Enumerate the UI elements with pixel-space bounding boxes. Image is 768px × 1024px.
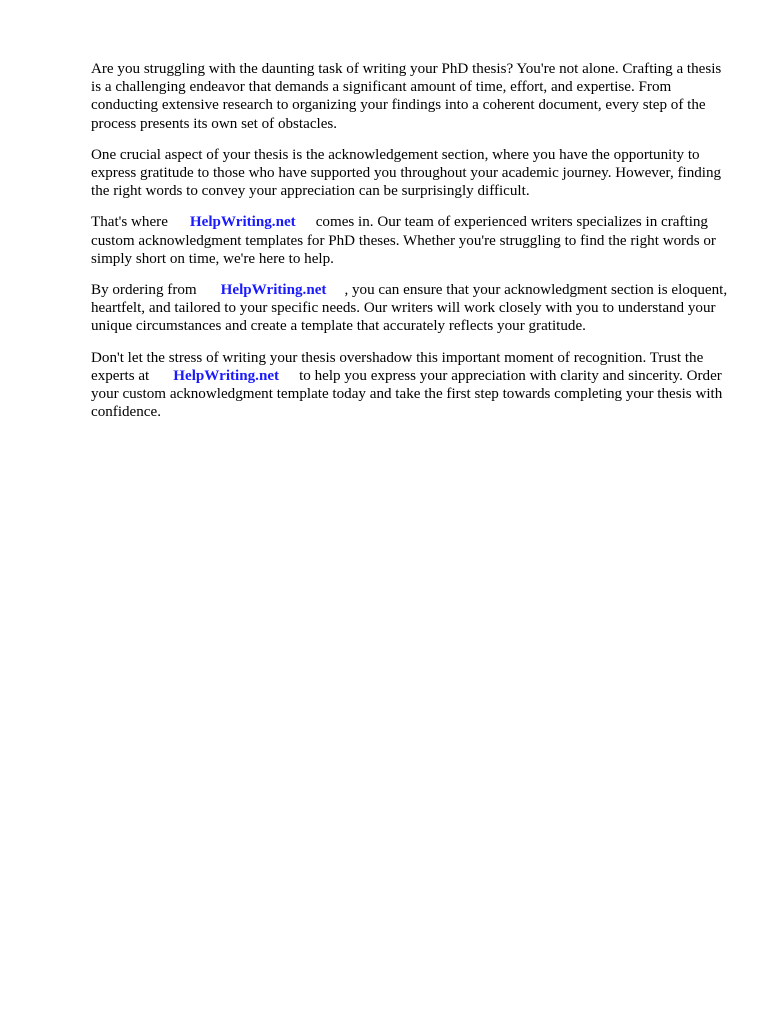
paragraph-intro [91, 60, 731, 133]
paragraph-closing-lead: Don't let the stress of writing your thesis overshadow this important moment of recognition. Trust the experts at [91, 349, 704, 384]
paragraph-acknowledgement [91, 146, 731, 201]
helpwriting-link-2[interactable]: HelpWriting.net [220, 282, 327, 299]
paragraph-closing [91, 349, 731, 422]
paragraph-service-lead: That's where [91, 214, 168, 231]
helpwriting-link-1[interactable]: HelpWriting.net [189, 214, 296, 231]
paragraph-ordering-lead: By ordering from [91, 282, 197, 299]
document-page [91, 60, 731, 434]
paragraph-service-rest: comes in. Our team of experienced writers specializes in crafting custom acknowledgment templates for PhD theses. Whether you're struggling to find the right words or simply short on time, we're here to help. [91, 214, 716, 267]
paragraph-intro-text: Are you struggling with the daunting task of writing your PhD thesis? You're not alone. Crafting a thesis is a challenging endeavor that demands a significant amount of time, effort, and expertise. From conducting extensive research to organizing your findings into a coherent document, every step of the process presents its own set of obstacles. [91, 61, 722, 132]
paragraph-acknowledgement-text: One crucial aspect of your thesis is the acknowledgement section, where you have the opportunity to express gratitude to those who have supported you throughout your academic journey. However, finding the right words to convey your appreciation can be surprisingly difficult. [91, 146, 722, 200]
paragraph-service [91, 213, 731, 268]
paragraph-ordering [91, 281, 731, 336]
paragraph-ordering-rest: , you can ensure that your acknowledgment section is eloquent, heartfelt, and tailored to your specific needs. Our writers will work closely with you to understand your unique circumstances and create a template that accurately reflects your gratitude. [91, 282, 728, 335]
helpwriting-link-3[interactable]: HelpWriting.net [173, 367, 280, 384]
paragraph-closing-rest: to help you express your appreciation with clarity and sincerity. Order your custom acknowledgment template today and take the first step towards completing your thesis with confidence. [91, 367, 723, 421]
